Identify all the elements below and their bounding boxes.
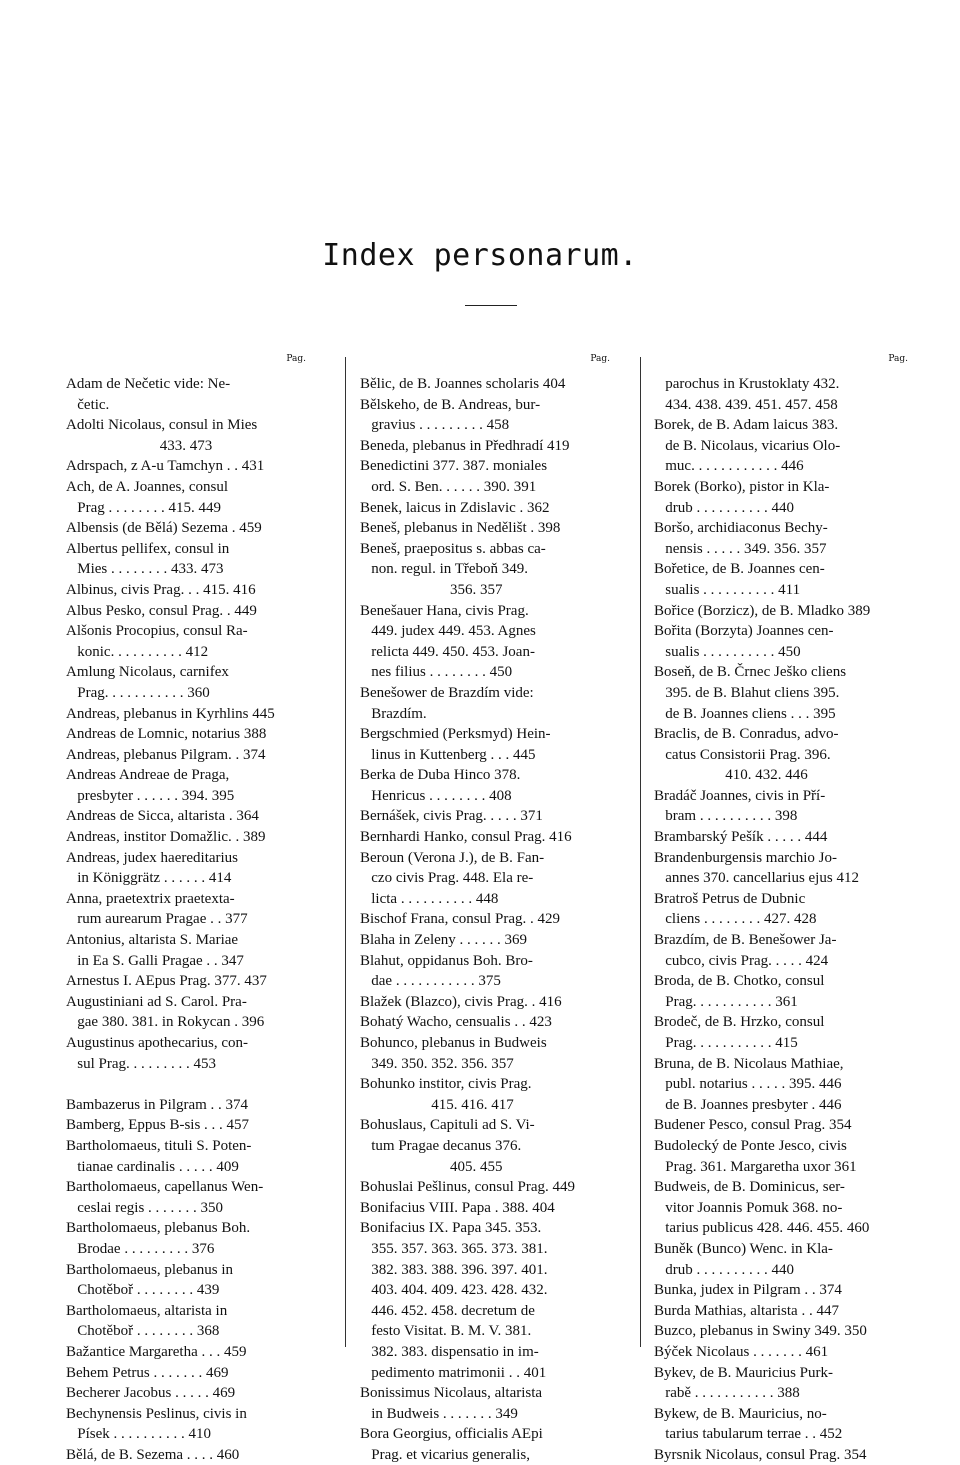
- index-entry-line: Bažantice Margaretha . . . 459: [66, 1343, 247, 1360]
- index-column-3: [654, 352, 908, 1463]
- index-entry-line: Benešower de Brazdím vide:: [360, 684, 534, 701]
- index-entry-line: Benešauer Hana, civis Prag.: [360, 602, 529, 619]
- index-entry-line: Andreas, judex haereditarius: [66, 849, 239, 866]
- index-entry-line: Ach, de A. Joannes, consul: [66, 478, 229, 495]
- index-entry-line: Bykew, de B. Mauricius, no-: [654, 1405, 827, 1422]
- column-divider-2: [640, 357, 641, 1347]
- index-entry-line: Bamberg, Eppus B-sis . . . 457: [66, 1117, 250, 1134]
- index-entry-line: Beneš, praepositus s. abbas ca-: [360, 540, 546, 557]
- index-column-2: [360, 352, 610, 1463]
- index-entry-line: Prag. et vicarius generalis,: [360, 1446, 530, 1463]
- index-entry-line: Bunka, judex in Pilgram . . 374: [654, 1282, 842, 1299]
- index-entry-line: de B. Joannes cliens . . . 395: [654, 705, 836, 722]
- index-entry-line: Borek, de B. Adam laicus 383.: [654, 417, 839, 434]
- index-entry-line: Bělá, de B. Sezema . . . . 460: [66, 1446, 240, 1463]
- index-entry-line: Brazdím, de B. Benešower Ja-: [654, 932, 837, 949]
- index-entry-line: festo Visitat. B. M. V. 381.: [360, 1323, 532, 1340]
- index-entry-line: 405. 455: [360, 1158, 503, 1175]
- index-entry-line: Bartholomaeus, capellanus Wen-: [66, 1179, 264, 1196]
- index-entry-line: Bergschmied (Perksmyd) Hein-: [360, 726, 551, 743]
- index-entry-line: Brazdím.: [360, 705, 427, 722]
- index-entry-line: cubco, civis Prag. . . . . 424: [654, 952, 829, 969]
- index-entry-line: Blažek (Blazco), civis Prag. . 416: [360, 993, 562, 1010]
- title-underline: [465, 305, 517, 306]
- index-entry-line: Bradáč Joannes, civis in Pří-: [654, 787, 826, 804]
- index-entry-line: Prag. . . . . . . . . . . 360: [66, 684, 210, 701]
- index-entry-line: linus in Kuttenberg . . . 445: [360, 746, 536, 763]
- index-entry-line: muc. . . . . . . . . . . . 446: [654, 458, 804, 475]
- index-entry-line: Becherer Jacobus . . . . . 469: [66, 1385, 236, 1402]
- index-entry-line: drub . . . . . . . . . . 440: [654, 499, 794, 516]
- index-entry-line: Adrspach, z A-u Tamchyn . . 431: [66, 458, 265, 475]
- index-entry-line: Prag. . . . . . . . . . . 361: [654, 993, 798, 1010]
- index-entry-line: Bernhardi Hanko, consul Prag. 416: [360, 829, 572, 846]
- index-entry-line: vitor Joannis Pomuk 368. no-: [654, 1199, 843, 1216]
- index-entry-line: Bartholomaeus, plebanus in: [66, 1261, 234, 1278]
- index-entry-line: Boršo, archidiaconus Bechy-: [654, 520, 828, 537]
- index-entry-line: Bykev, de B. Mauricius Purk-: [654, 1364, 834, 1381]
- index-entry-line: Bonifacius IX. Papa 345. 353.: [360, 1220, 542, 1237]
- index-entry-line: Blahut, oppidanus Boh. Bro-: [360, 952, 533, 969]
- index-entry-line: Andreas de Sicca, altarista . 364: [66, 808, 259, 825]
- index-entry-line: Benek, laicus in Zdislavic . 362: [360, 499, 550, 516]
- index-entry-line: konic. . . . . . . . . . 412: [66, 643, 209, 660]
- index-entry-line: Antonius, altarista S. Mariae: [66, 932, 239, 949]
- index-entry-line: Bělskeho, de B. Andreas, bur-: [360, 396, 541, 413]
- index-entry-line: rabě . . . . . . . . . . . 388: [654, 1385, 800, 1402]
- index-entry-line: drub . . . . . . . . . . 440: [654, 1261, 794, 1278]
- index-entry-line: ceslai regis . . . . . . . 350: [66, 1199, 224, 1216]
- column-entries: [66, 374, 306, 1465]
- index-entry-line: presbyter . . . . . . 394. 395: [66, 787, 235, 804]
- index-entry-line: licta . . . . . . . . . . 448: [360, 890, 499, 907]
- index-entry-line: Braclis, de B. Conradus, advo-: [654, 726, 839, 743]
- index-entry-line: Mies . . . . . . . . 433. 473: [66, 561, 224, 578]
- index-entry-line: Albinus, civis Prag. . . 415. 416: [66, 581, 256, 598]
- index-entry-line: Henricus . . . . . . . . 408: [360, 787, 512, 804]
- index-entry-line: bram . . . . . . . . . . 398: [654, 808, 798, 825]
- index-entry-line: sualis . . . . . . . . . . 411: [654, 581, 801, 598]
- index-entry-line: czo civis Prag. 448. Ela re-: [360, 870, 534, 887]
- index-entry-line: in Ea S. Galli Pragae . . 347: [66, 952, 244, 969]
- index-entry-line: in Budweis . . . . . . . 349: [360, 1405, 518, 1422]
- index-entry-line: Benedictini 377. 387. moniales: [360, 458, 548, 475]
- letter-section-gap: [66, 1074, 306, 1095]
- index-entry-line: Bartholomaeus, altarista in: [66, 1302, 228, 1319]
- index-entry-line: Budweis, de B. Dominicus, ser-: [654, 1179, 845, 1196]
- index-entry-line: tum Pragae decanus 376.: [360, 1137, 522, 1154]
- index-entry-line: annes 370. cancellarius ejus 412: [654, 870, 859, 887]
- index-entry-line: Bambazerus in Pilgram . . 374: [66, 1096, 249, 1113]
- index-entry-line: publ. notarius . . . . . 395. 446: [654, 1076, 842, 1093]
- index-entry-line: Augustinus apothecarius, con-: [66, 1035, 249, 1051]
- index-entry-line: Amlung Nicolaus, carnifex: [66, 664, 229, 681]
- index-entry-line: nensis . . . . . 349. 356. 357: [654, 540, 827, 557]
- index-entry-line: tianae cardinalis . . . . . 409: [66, 1158, 239, 1175]
- index-entry-line: non. regul. in Třeboň 349.: [360, 561, 529, 578]
- index-entry-line: dae . . . . . . . . . . . 375: [360, 973, 501, 990]
- index-entry-line: Brodae . . . . . . . . . 376: [66, 1240, 215, 1257]
- index-entry-line: Burda Mathias, altarista . . 447: [654, 1302, 839, 1319]
- index-entry-line: Bohuslaus, Capituli ad S. Vi-: [360, 1117, 535, 1134]
- index-entry-line: 395. de B. Blahut cliens 395.: [654, 684, 840, 701]
- index-entry-line: Prag. . . . . . . . . . . 415: [654, 1035, 798, 1051]
- index-entry-line: Brandenburgensis marchio Jo-: [654, 849, 838, 866]
- index-entry-line: Buzco, plebanus in Swiny 349. 350: [654, 1323, 867, 1340]
- index-entry-line: Bartholomaeus, tituli S. Poten-: [66, 1137, 252, 1154]
- index-entry-line: Anna, praetextrix praetexta-: [66, 890, 235, 907]
- index-entry-line: 434. 438. 439. 451. 457. 458: [654, 396, 838, 413]
- index-entry-line: Bratroš Petrus de Dubnic: [654, 890, 806, 907]
- index-entry-line: 415. 416. 417: [360, 1096, 514, 1113]
- column-entries: [654, 374, 908, 1465]
- index-entry-line: Adolti Nicolaus, consul in Mies: [66, 417, 258, 434]
- index-entry-line: ord. S. Ben. . . . . . 390. 391: [360, 478, 537, 495]
- index-entry-line: tarius tabularum terrae . . 452: [654, 1426, 843, 1443]
- index-entry-line: Bohuslai Pešlinus, consul Prag. 449: [360, 1179, 576, 1196]
- index-entry-line: Augustiniani ad S. Carol. Pra-: [66, 993, 247, 1010]
- index-entry-line: Andreas, plebanus in Kyrhlins 445: [66, 705, 275, 722]
- index-entry-line: 355. 357. 363. 365. 373. 381.: [360, 1240, 548, 1257]
- index-entry-line: cliens . . . . . . . . 427. 428: [654, 911, 817, 928]
- index-entry-line: Beneda, plebanus in Předhradí 419: [360, 437, 570, 454]
- index-entry-line: Brambarský Pešík . . . . . 444: [654, 829, 828, 846]
- index-entry-line: sul Prag. . . . . . . . . 453: [66, 1055, 216, 1072]
- index-entry-line: relicta 449. 450. 453. Joan-: [360, 643, 535, 660]
- index-entry-line: gravius . . . . . . . . . 458: [360, 417, 510, 434]
- index-entry-line: Beneš, plebanus in Nedělišt . 398: [360, 520, 561, 537]
- index-entry-line: Bartholomaeus, plebanus Boh.: [66, 1220, 251, 1237]
- index-entry-line: Blaha in Zeleny . . . . . . 369: [360, 932, 528, 949]
- index-entry-line: gae 380. 381. in Rokycan . 396: [66, 1014, 265, 1031]
- index-entry-line: Chotěboř . . . . . . . . 368: [66, 1323, 220, 1340]
- index-entry-line: de B. Joannes presbyter . 446: [654, 1096, 842, 1113]
- index-entry-line: Berka de Duba Hinco 378.: [360, 767, 521, 784]
- index-entry-line: Beroun (Verona J.), de B. Fan-: [360, 849, 545, 866]
- index-entry-line: Prag. 361. Margaretha uxor 361: [654, 1158, 857, 1175]
- page-heading-label: Pag.: [888, 354, 908, 364]
- index-entry-line: Bruna, de B. Nicolaus Mathiae,: [654, 1055, 844, 1072]
- index-entry-line: Písek . . . . . . . . . . 410: [66, 1426, 212, 1443]
- index-entry-line: Bechynensis Peslinus, civis in: [66, 1405, 247, 1422]
- index-entry-line: tarius publicus 428. 446. 455. 460: [654, 1220, 870, 1237]
- index-entry-line: 410. 432. 446: [654, 767, 808, 784]
- index-entry-line: catus Consistorii Prag. 396.: [654, 746, 831, 763]
- page-title: Index personarum.: [322, 238, 638, 273]
- index-entry-line: Býček Nicolaus . . . . . . . 461: [654, 1343, 829, 1360]
- index-entry-line: 449. judex 449. 453. Agnes: [360, 623, 536, 640]
- index-entry-line: de B. Nicolaus, vicarius Olo-: [654, 437, 841, 454]
- index-entry-line: Bora Georgius, officialis AEpi: [360, 1426, 543, 1443]
- index-entry-line: Bohunko institor, civis Prag.: [360, 1076, 532, 1093]
- index-entry-line: Bonissimus Nicolaus, altarista: [360, 1385, 543, 1402]
- index-entry-line: parochus in Krustoklaty 432.: [654, 376, 840, 392]
- index-entry-line: Bischof Frana, consul Prag. . 429: [360, 911, 560, 928]
- column-entries: [360, 374, 610, 1465]
- index-entry-line: 433. 473: [66, 437, 213, 454]
- index-entry-line: Bernášek, civis Prag. . . . . 371: [360, 808, 543, 825]
- index-entry-line: 382. 383. 388. 396. 397. 401.: [360, 1261, 548, 1278]
- index-entry-line: Albertus pellifex, consul in: [66, 540, 230, 557]
- index-entry-line: Andreas, institor Domažlic. . 389: [66, 829, 266, 846]
- index-entry-line: Albensis (de Bělá) Sezema . 459: [66, 520, 262, 537]
- index-entry-line: 382. 383. dispensatio in im-: [360, 1343, 539, 1360]
- index-entry-line: Bohunco, plebanus in Budweis: [360, 1035, 547, 1051]
- index-entry-line: Albus Pesko, consul Prag. . 449: [66, 602, 257, 619]
- index-entry-line: 356. 357: [360, 581, 503, 598]
- index-entry-line: Andreas, plebanus Pilgram. . 374: [66, 746, 266, 763]
- index-entry-line: Prag . . . . . . . . 415. 449: [66, 499, 221, 516]
- index-entry-line: Byrsnik Nicolaus, consul Prag. 354: [654, 1446, 867, 1463]
- index-entry-line: Chotěboř . . . . . . . . 439: [66, 1282, 220, 1299]
- index-entry-line: Adam de Nečetic vide: Ne-: [66, 376, 231, 392]
- index-column-1: [66, 352, 306, 1463]
- index-entry-line: pedimento matrimonii . . 401: [360, 1364, 547, 1381]
- index-entry-line: Brodeč, de B. Hrzko, consul: [654, 1014, 825, 1031]
- index-entry-line: Arnestus I. AEpus Prag. 377. 437: [66, 973, 267, 990]
- column-divider-1: [345, 357, 346, 1347]
- index-entry-line: Bořita (Borzyta) Joannes cen-: [654, 623, 834, 640]
- index-entry-line: Borek (Borko), pistor in Kla-: [654, 478, 830, 495]
- index-entry-line: Bořetice, de B. Joannes cen-: [654, 561, 825, 578]
- page-heading-label: Pag.: [590, 354, 610, 364]
- index-entry-line: Behem Petrus . . . . . . . 469: [66, 1364, 229, 1381]
- index-entry-line: Boseň, de B. Črnec Ješko cliens: [654, 664, 847, 681]
- index-entry-line: Bohatý Wacho, censualis . . 423: [360, 1014, 552, 1031]
- index-entry-line: rum aurearum Pragae . . 377: [66, 911, 248, 928]
- index-entry-line: Bonifacius VIII. Papa . 388. 404: [360, 1199, 555, 1216]
- index-entry-line: Bořice (Borzicz), de B. Mladko 389: [654, 602, 871, 619]
- index-entry-line: 403. 404. 409. 423. 428. 432.: [360, 1282, 548, 1299]
- index-entry-line: sualis . . . . . . . . . . 450: [654, 643, 801, 660]
- index-entry-line: Budener Pesco, consul Prag. 354: [654, 1117, 852, 1134]
- page-heading-label: Pag.: [286, 354, 306, 364]
- index-entry-line: Andreas Andreae de Praga,: [66, 767, 230, 784]
- index-entry-line: 446. 452. 458. decretum de: [360, 1302, 535, 1319]
- index-entry-line: četic.: [66, 396, 110, 413]
- index-entry-line: Broda, de B. Chotko, consul: [654, 973, 825, 990]
- index-entry-line: Alšonis Procopius, consul Ra-: [66, 623, 248, 640]
- index-entry-line: Budolecký de Ponte Jesco, civis: [654, 1137, 847, 1154]
- index-entry-line: in Königgrätz . . . . . . 414: [66, 870, 232, 887]
- index-entry-line: nes filius . . . . . . . . 450: [360, 664, 513, 681]
- index-entry-line: Buněk (Bunco) Wenc. in Kla-: [654, 1240, 833, 1257]
- index-entry-line: Bělic, de B. Joannes scholaris 404: [360, 376, 566, 392]
- index-entry-line: 349. 350. 352. 356. 357: [360, 1055, 514, 1072]
- index-entry-line: Andreas de Lomnic, notarius 388: [66, 726, 267, 743]
